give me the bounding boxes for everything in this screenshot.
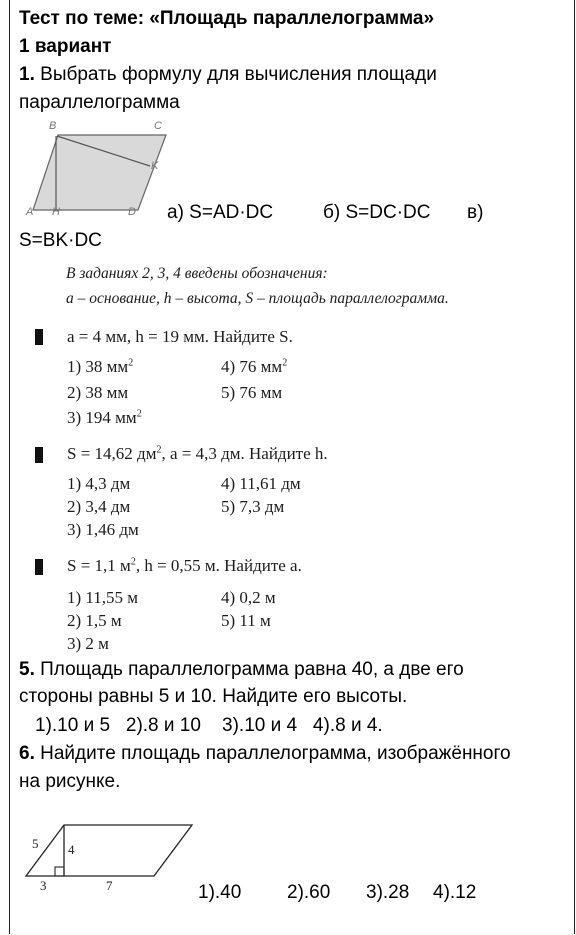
q1-label-c: C [154,120,162,132]
q5-text [19,656,464,684]
q4-option-1: 1) 11,55 м [67,588,139,607]
q4-option-4: 4) 0,2 м [221,588,276,607]
q6-parallelogram-figure [20,815,200,885]
q6-option-4: 4).12 [433,882,477,903]
q4-option-2: 2) 1,5 м [67,611,122,630]
q2-option-3: 3) 194 $мм^2$ [67,408,142,427]
q6-option-3: 3).28 [366,882,410,903]
q1-label-a: A [26,206,34,218]
q6-label-height: 4 [68,842,75,857]
q2-stem: a = 4 мм, h = 19 мм. Найдите S. [67,327,293,346]
notation-line1: В заданиях 2, 3, 4 введены обозначения: [66,265,328,282]
q2-number-marker [35,329,43,345]
q6-line1: Найдите площадь параллелограмма, изображённого [40,743,511,764]
q6-label-side: 5 [32,836,39,851]
q1-line1: Выбрать формулу для вычисления площади [40,64,437,85]
q3-option-1: 1) 4,3 дм [67,474,131,493]
q2-option-2: 2) 38 мм [67,383,129,402]
q3-option-3: 3) 1,46 дм [67,520,139,539]
q1-option-a: а) S=AD·DC [167,202,274,223]
q5-options: 1).10 и 5 2).8 и 10 3).10 и 4 4).8 и 4. [35,715,383,736]
q4-stem: S = 1,1 $м^2$, h = 0,55 м. Найдите a. [67,556,302,575]
q1-label-d: D [128,206,136,218]
q2-option-4: 4) 76 $мм^2$ [221,357,288,376]
page-title: Тест по теме: «Площадь параллелограмма» [19,8,435,29]
q6-line2: на рисунке. [19,771,121,792]
q6-label-left-segment: 3 [40,878,47,893]
q1-label-k: K [151,160,159,172]
q4-option-3: 3) 2 м [67,634,109,653]
q5-line1: Площадь параллелограмма равна 40, а две его [40,659,464,680]
q4-number-marker [35,559,43,575]
q5-line2: стороны равны 5 и 10. Найдите его высоты. [19,686,408,707]
q3-stem: S = 14,62 $дм^2$, a = 4,3 дм. Найдите h. [67,444,328,463]
q2-option-1: 1) 38 $мм^2$ [67,357,134,376]
q1-parallelogram-figure [20,118,170,222]
q2-option-5: 5) 76 мм [221,383,283,402]
q6-label-base-segment: 7 [106,878,113,893]
q1-label-b: B [49,120,57,132]
q5-number: 5. [19,659,35,680]
variant-label: 1 вариант [19,36,112,57]
q1-option-c-label: в) [467,202,484,223]
q6-option-2: 2).60 [287,882,331,903]
q3-option-2: 2) 3,4 дм [67,497,131,516]
q1-text [19,61,437,89]
q1-label-h: H [52,206,60,218]
q6-option-1: 1).40 [198,882,242,903]
q3-option-5: 5) 7,3 дм [221,497,285,516]
q6-number: 6. [19,743,35,764]
q4-option-5: 5) 11 м [221,611,271,630]
q3-option-4: 4) 11,61 дм [221,474,301,493]
q1-number: 1. [19,64,35,85]
q1-option-b: б) S=DC·DC [323,202,431,223]
q6-text [19,740,511,768]
q3-number-marker [35,447,43,463]
notation-line2: a – основание, h – высота, S – площадь параллелограмма. [66,290,449,307]
q1-option-c-formula: S=BK·DC [19,230,102,251]
q1-line2: параллелограмма [19,92,180,113]
